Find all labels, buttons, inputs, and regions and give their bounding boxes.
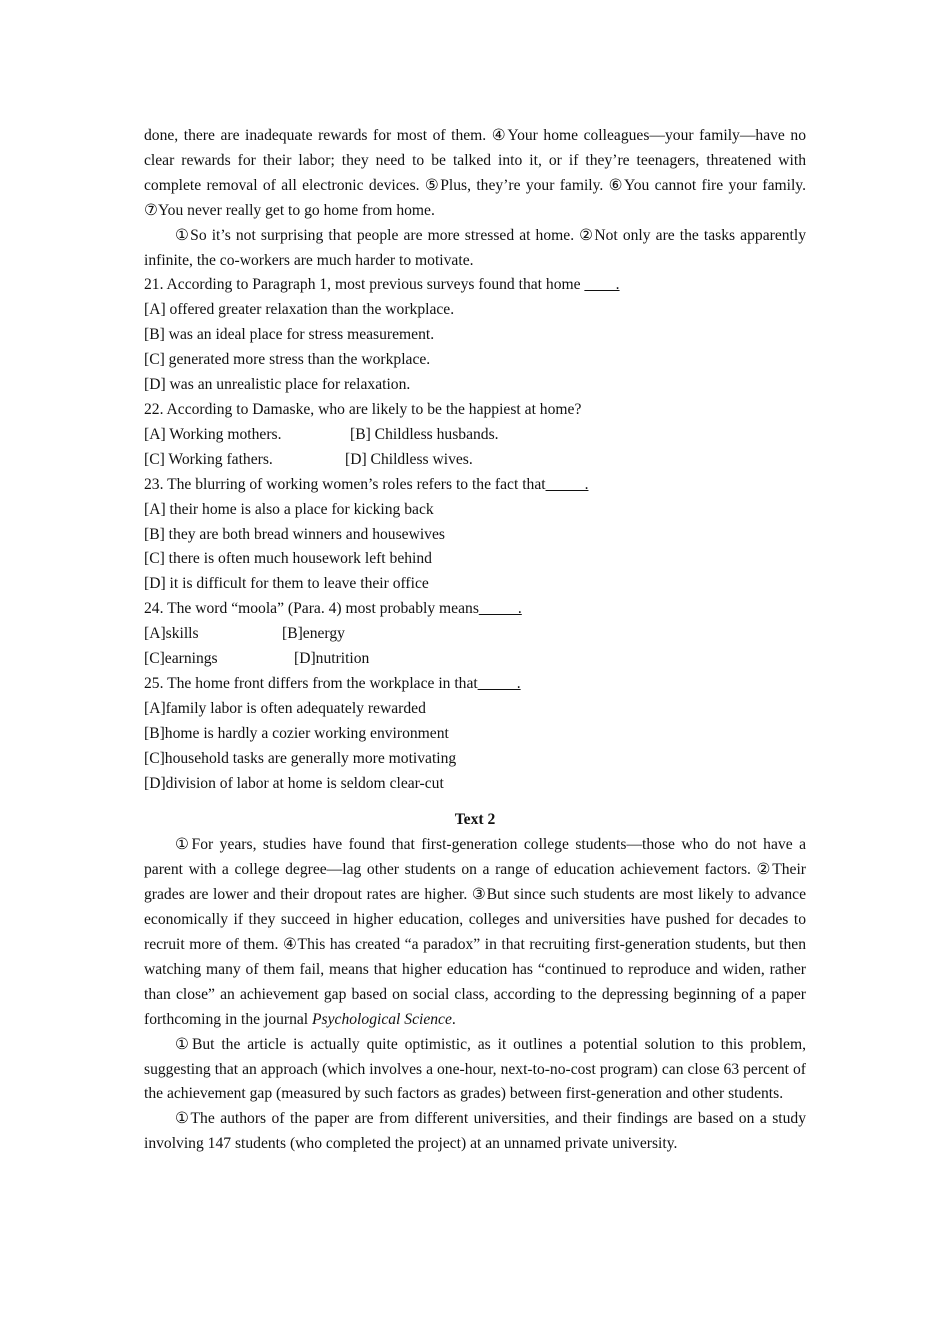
question-23-option-b: [B] they are both bread winners and housewives bbox=[144, 525, 445, 543]
question-22-options-row-2 bbox=[144, 448, 806, 473]
text2-paragraph-1-body: ①For years, studies have found that first-generation college students—those who do not have a parent with a college degree—lag other students on a range of education achievement factors. ②Their grades are lower and their dropout rates are higher. ③But since such students are most likely to advance economically if they succeed in higher education, colleges and universities have pushed for decades to recruit more of them. ④This has created “a paradox” in that recruiting first-generation students, but then watching many of them fail, means that higher education has “continued to reproduce and widen, rather than close” an achievement gap based on social class, according to the depressing beginning of a paper forthcoming in the journal bbox=[144, 836, 806, 1028]
question-24-text: 24. The word “moola” (Para. 4) most probably means bbox=[144, 600, 479, 618]
question-25-option-b: [B]home is hardly a cozier working environment bbox=[144, 724, 449, 742]
question-22-option-d: [D] Childless wives. bbox=[345, 450, 473, 468]
text1-paragraph-tail: done, there are inadequate rewards for most of them. ④Your home colleagues—your family—have no clear rewards for their labor; they need to be talked into it, or if they’re teenagers, threatened with complete removal of all electronic devices. ⑤Plus, they’re your family. ⑥You cannot fire your family. ⑦You never really get to go home from home. bbox=[144, 127, 806, 219]
question-24-options-row-2 bbox=[144, 647, 806, 672]
question-25-option-a: [A]family labor is often adequately rewarded bbox=[144, 699, 426, 717]
question-23-option-d: [D] it is difficult for them to leave their office bbox=[144, 575, 429, 593]
question-24-option-d: [D]nutrition bbox=[294, 650, 370, 668]
question-23-option-c: [C] there is often much housework left behind bbox=[144, 550, 432, 568]
question-21-stem bbox=[144, 273, 806, 298]
question-25-blank: _____. bbox=[477, 674, 521, 692]
question-22-stem: 22. According to Damaske, who are likely to be the happiest at home? bbox=[144, 400, 582, 418]
question-21-text: 21. According to Paragraph 1, most previous surveys found that home bbox=[144, 276, 585, 294]
question-23-stem bbox=[144, 473, 806, 498]
question-24-option-a: [A]skills bbox=[144, 625, 199, 643]
question-25-option-d: [D]division of labor at home is seldom clear-cut bbox=[144, 774, 444, 792]
question-22-option-b: [B] Childless husbands. bbox=[350, 425, 499, 443]
question-23-option-a: [A] their home is also a place for kicking back bbox=[144, 500, 434, 518]
question-24-options-row-1 bbox=[144, 622, 806, 647]
question-21-option-a: [A] offered greater relaxation than the workplace. bbox=[144, 301, 455, 319]
question-21-option-d: [D] was an unrealistic place for relaxation. bbox=[144, 376, 411, 394]
text2-paragraph-1 bbox=[144, 833, 806, 1032]
page-content bbox=[144, 124, 806, 1157]
question-24-blank: _____. bbox=[478, 600, 522, 618]
text2-paragraph-3: ①The authors of the paper are from different universities, and their findings are based on a study involving 147 students (who completed the project) at an unnamed private university. bbox=[144, 1110, 806, 1153]
question-24-option-c: [C]earnings bbox=[144, 650, 218, 668]
question-25-stem bbox=[144, 672, 806, 697]
question-24-stem bbox=[144, 597, 806, 622]
question-22-option-a: [A] Working mothers. bbox=[144, 425, 282, 443]
question-21-option-b: [B] was an ideal place for stress measurement. bbox=[144, 326, 435, 344]
question-25-text: 25. The home front differs from the workplace in that bbox=[144, 674, 478, 692]
question-22-option-c: [C] Working fathers. bbox=[144, 450, 273, 468]
question-23-blank: _____. bbox=[545, 475, 589, 493]
text2-paragraph-1-end: . bbox=[451, 1010, 456, 1028]
text2-paragraph-2: ①But the article is actually quite optimistic, as it outlines a potential solution to this problem, suggesting that an approach (which involves a one-hour, next-to-no-cost program) can close 63 percent of the achievement gap (measured by such factors as grades) between first-generation and other students. bbox=[144, 1035, 806, 1103]
question-22-options-row-1 bbox=[144, 423, 806, 448]
question-25-option-c: [C]household tasks are generally more motivating bbox=[144, 749, 457, 767]
question-23-text: 23. The blurring of working women’s roles refers to the fact that bbox=[144, 475, 546, 493]
text1-paragraph-last: ①So it’s not surprising that people are more stressed at home. ②Not only are the tasks apparently infinite, the co-workers are much harder to motivate. bbox=[144, 226, 806, 269]
question-21-option-c: [C] generated more stress than the workplace. bbox=[144, 351, 431, 369]
text2-heading: Text 2 bbox=[454, 811, 496, 829]
question-21-blank: ____. bbox=[584, 276, 620, 294]
question-24-option-b: [B]energy bbox=[282, 625, 345, 643]
journal-title: Psychological Science bbox=[312, 1010, 452, 1028]
